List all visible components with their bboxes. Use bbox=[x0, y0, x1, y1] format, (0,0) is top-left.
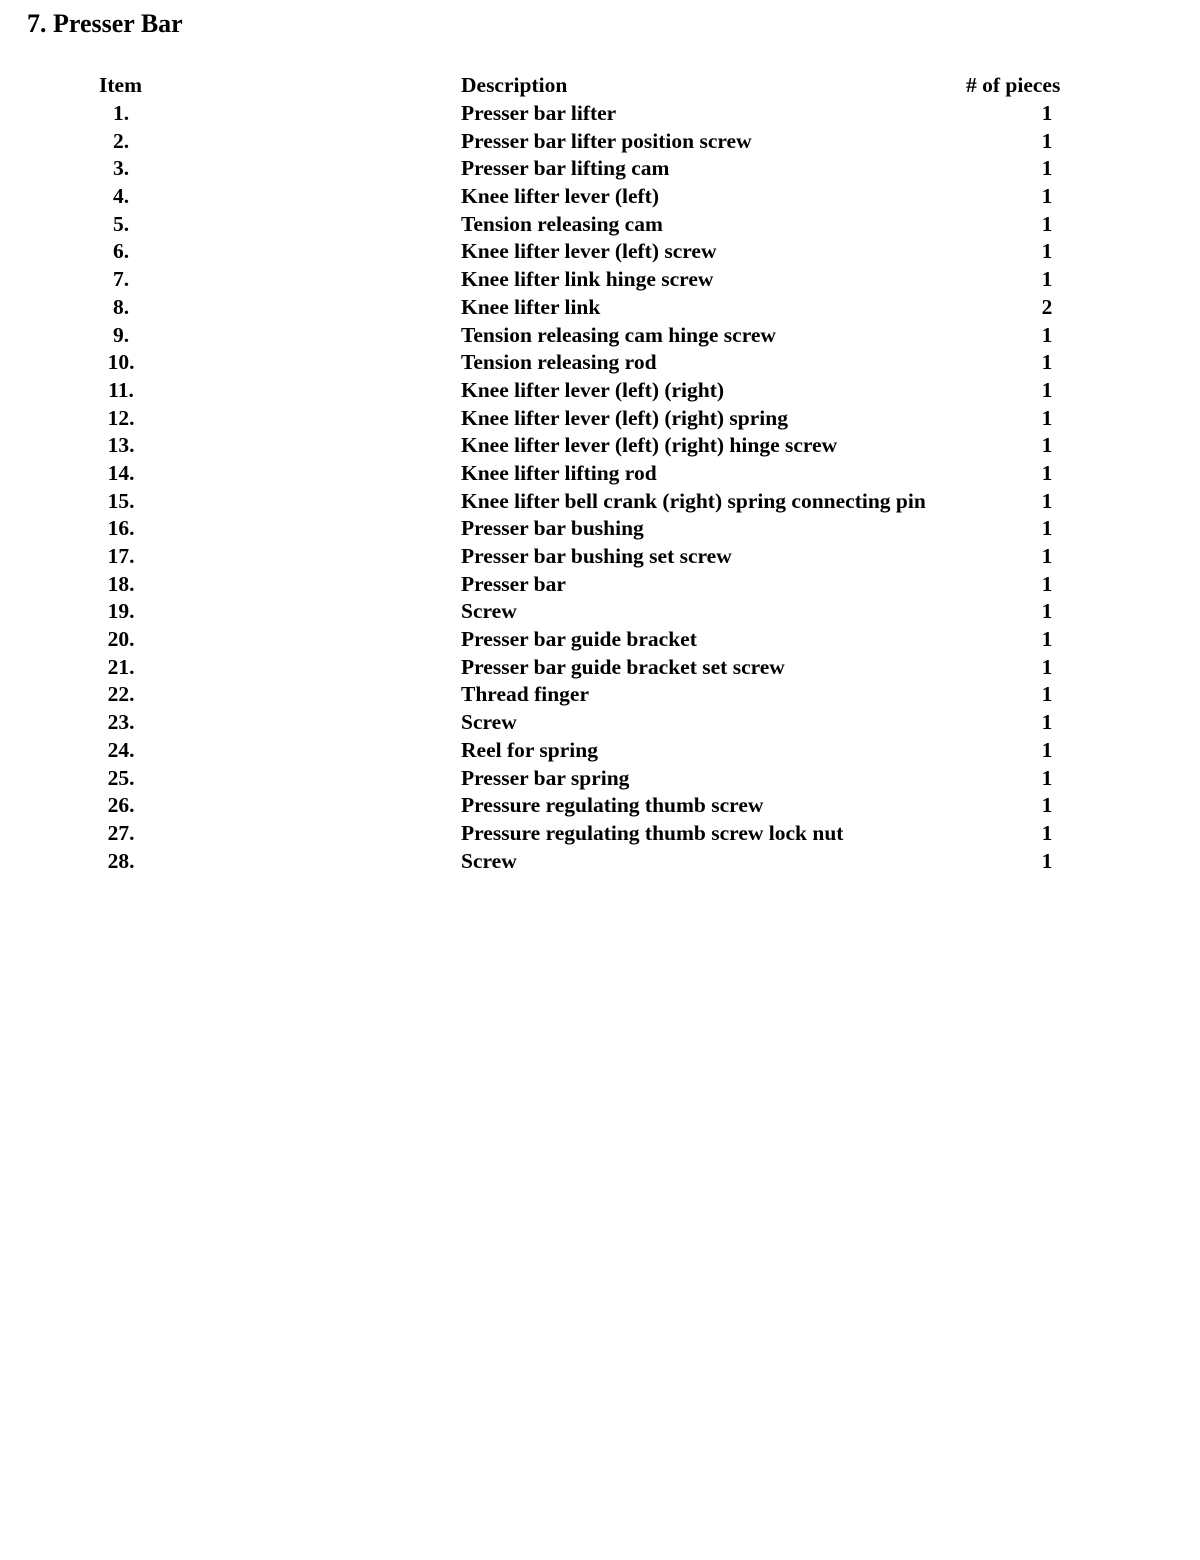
item-number: 3. bbox=[112, 156, 130, 181]
item-number: 21. bbox=[107, 654, 135, 679]
item-quantity: 1 bbox=[1041, 101, 1053, 125]
item-quantity: 1 bbox=[1041, 267, 1053, 292]
table-row bbox=[0, 542, 1200, 570]
item-description: Presser bar guide bracket bbox=[461, 627, 697, 652]
item-number: 18. bbox=[107, 571, 135, 596]
table-header bbox=[0, 71, 1200, 99]
item-description: Presser bar lifter bbox=[461, 101, 617, 125]
table-row bbox=[0, 459, 1200, 487]
item-quantity: 1 bbox=[1041, 184, 1053, 209]
item-number: 2. bbox=[112, 128, 130, 153]
item-number: 19. bbox=[107, 599, 135, 624]
header-description: Description bbox=[461, 73, 568, 97]
item-quantity: 1 bbox=[1041, 377, 1053, 402]
item-number: 24. bbox=[107, 737, 135, 762]
item-number: 1. bbox=[112, 101, 130, 125]
table-row bbox=[0, 99, 1200, 127]
item-description: Tension releasing cam hinge screw bbox=[461, 322, 776, 347]
table-row bbox=[0, 431, 1200, 459]
item-description: Knee lifter lifting rod bbox=[461, 460, 657, 485]
item-quantity: 1 bbox=[1041, 433, 1053, 458]
item-description: Presser bar bushing set screw bbox=[461, 544, 732, 568]
table-row bbox=[0, 237, 1200, 265]
table-row bbox=[0, 182, 1200, 210]
item-number: 28. bbox=[107, 848, 135, 873]
item-number: 17. bbox=[107, 544, 135, 568]
item-number: 26. bbox=[107, 793, 135, 818]
item-quantity: 1 bbox=[1041, 350, 1053, 375]
item-description: Presser bar bbox=[461, 571, 566, 596]
item-number: 25. bbox=[107, 765, 135, 790]
item-number: 6. bbox=[112, 239, 130, 264]
item-quantity: 1 bbox=[1041, 239, 1053, 264]
table-row bbox=[0, 791, 1200, 819]
item-quantity: 1 bbox=[1041, 460, 1053, 485]
table-row bbox=[0, 819, 1200, 847]
item-description: Tension releasing cam bbox=[461, 211, 663, 236]
item-number: 16. bbox=[107, 516, 135, 541]
item-description: Presser bar lifter position screw bbox=[461, 128, 752, 153]
item-number: 14. bbox=[107, 460, 135, 485]
item-description: Knee lifter lever (left) screw bbox=[461, 239, 717, 264]
table-row bbox=[0, 680, 1200, 708]
table-row bbox=[0, 376, 1200, 404]
table-row bbox=[0, 570, 1200, 598]
item-description: Knee lifter bell crank (right) spring connecting pin bbox=[461, 488, 926, 513]
item-quantity: 1 bbox=[1041, 571, 1053, 596]
item-description: Presser bar lifting cam bbox=[461, 156, 670, 181]
item-number: 7. bbox=[112, 267, 130, 292]
item-description: Knee lifter link bbox=[461, 294, 601, 319]
item-description: Knee lifter lever (left) (right) spring bbox=[461, 405, 788, 430]
item-quantity: 1 bbox=[1041, 322, 1053, 347]
item-quantity: 1 bbox=[1041, 820, 1053, 845]
item-description: Knee lifter lever (left) (right) hinge screw bbox=[461, 433, 838, 458]
item-quantity: 1 bbox=[1041, 737, 1053, 762]
item-number: 8. bbox=[112, 294, 130, 319]
item-description: Thread finger bbox=[461, 682, 590, 707]
item-description: Presser bar bushing bbox=[461, 516, 644, 541]
parts-table bbox=[0, 71, 1200, 874]
table-row bbox=[0, 597, 1200, 625]
table-row bbox=[0, 404, 1200, 432]
item-quantity: 1 bbox=[1041, 516, 1053, 541]
item-description: Reel for spring bbox=[461, 737, 598, 762]
item-number: 5. bbox=[112, 211, 130, 236]
table-row bbox=[0, 127, 1200, 155]
item-number: 9. bbox=[112, 322, 130, 347]
table-row bbox=[0, 514, 1200, 542]
table-row bbox=[0, 653, 1200, 681]
table-row bbox=[0, 764, 1200, 792]
table-row bbox=[0, 625, 1200, 653]
table-row bbox=[0, 210, 1200, 238]
table-row bbox=[0, 293, 1200, 321]
item-number: 12. bbox=[107, 405, 135, 430]
table-row bbox=[0, 154, 1200, 182]
item-number: 13. bbox=[107, 433, 135, 458]
table-body bbox=[0, 99, 1200, 874]
item-number: 20. bbox=[107, 627, 135, 652]
item-quantity: 1 bbox=[1041, 488, 1053, 513]
item-number: 4. bbox=[112, 184, 130, 209]
item-description: Pressure regulating thumb screw bbox=[461, 793, 764, 818]
item-number: 11. bbox=[108, 377, 134, 402]
item-description: Screw bbox=[461, 848, 517, 873]
header-item: Item bbox=[99, 73, 142, 97]
table-row bbox=[0, 736, 1200, 764]
page-title: 7. Presser Bar bbox=[27, 9, 183, 38]
item-quantity: 1 bbox=[1041, 156, 1053, 181]
item-quantity: 1 bbox=[1041, 128, 1053, 153]
item-quantity: 1 bbox=[1041, 710, 1053, 735]
header-quantity: # of pieces bbox=[966, 73, 1061, 97]
item-quantity: 1 bbox=[1041, 793, 1053, 818]
table-row bbox=[0, 321, 1200, 349]
item-description: Knee lifter link hinge screw bbox=[461, 267, 714, 292]
item-number: 15. bbox=[107, 488, 135, 513]
item-description: Presser bar guide bracket set screw bbox=[461, 654, 785, 679]
table-row bbox=[0, 265, 1200, 293]
item-description: Knee lifter lever (left) bbox=[461, 184, 659, 209]
item-quantity: 2 bbox=[1041, 294, 1053, 319]
item-number: 23. bbox=[107, 710, 135, 735]
item-description: Screw bbox=[461, 599, 517, 624]
item-quantity: 1 bbox=[1041, 627, 1053, 652]
item-description: Screw bbox=[461, 710, 517, 735]
table-row bbox=[0, 348, 1200, 376]
item-quantity: 1 bbox=[1041, 211, 1053, 236]
item-quantity: 1 bbox=[1041, 544, 1053, 568]
item-quantity: 1 bbox=[1041, 599, 1053, 624]
item-quantity: 1 bbox=[1041, 654, 1053, 679]
item-number: 27. bbox=[107, 820, 135, 845]
item-number: 10. bbox=[107, 350, 135, 375]
item-quantity: 1 bbox=[1041, 682, 1053, 707]
item-quantity: 1 bbox=[1041, 765, 1053, 790]
item-quantity: 1 bbox=[1041, 848, 1053, 873]
table-row bbox=[0, 847, 1200, 875]
table-row bbox=[0, 487, 1200, 515]
item-description: Presser bar spring bbox=[461, 765, 630, 790]
item-description: Pressure regulating thumb screw lock nut bbox=[461, 820, 844, 845]
item-number: 22. bbox=[107, 682, 135, 707]
table-row bbox=[0, 708, 1200, 736]
item-description: Tension releasing rod bbox=[461, 350, 657, 375]
item-quantity: 1 bbox=[1041, 405, 1053, 430]
item-description: Knee lifter lever (left) (right) bbox=[461, 377, 725, 402]
